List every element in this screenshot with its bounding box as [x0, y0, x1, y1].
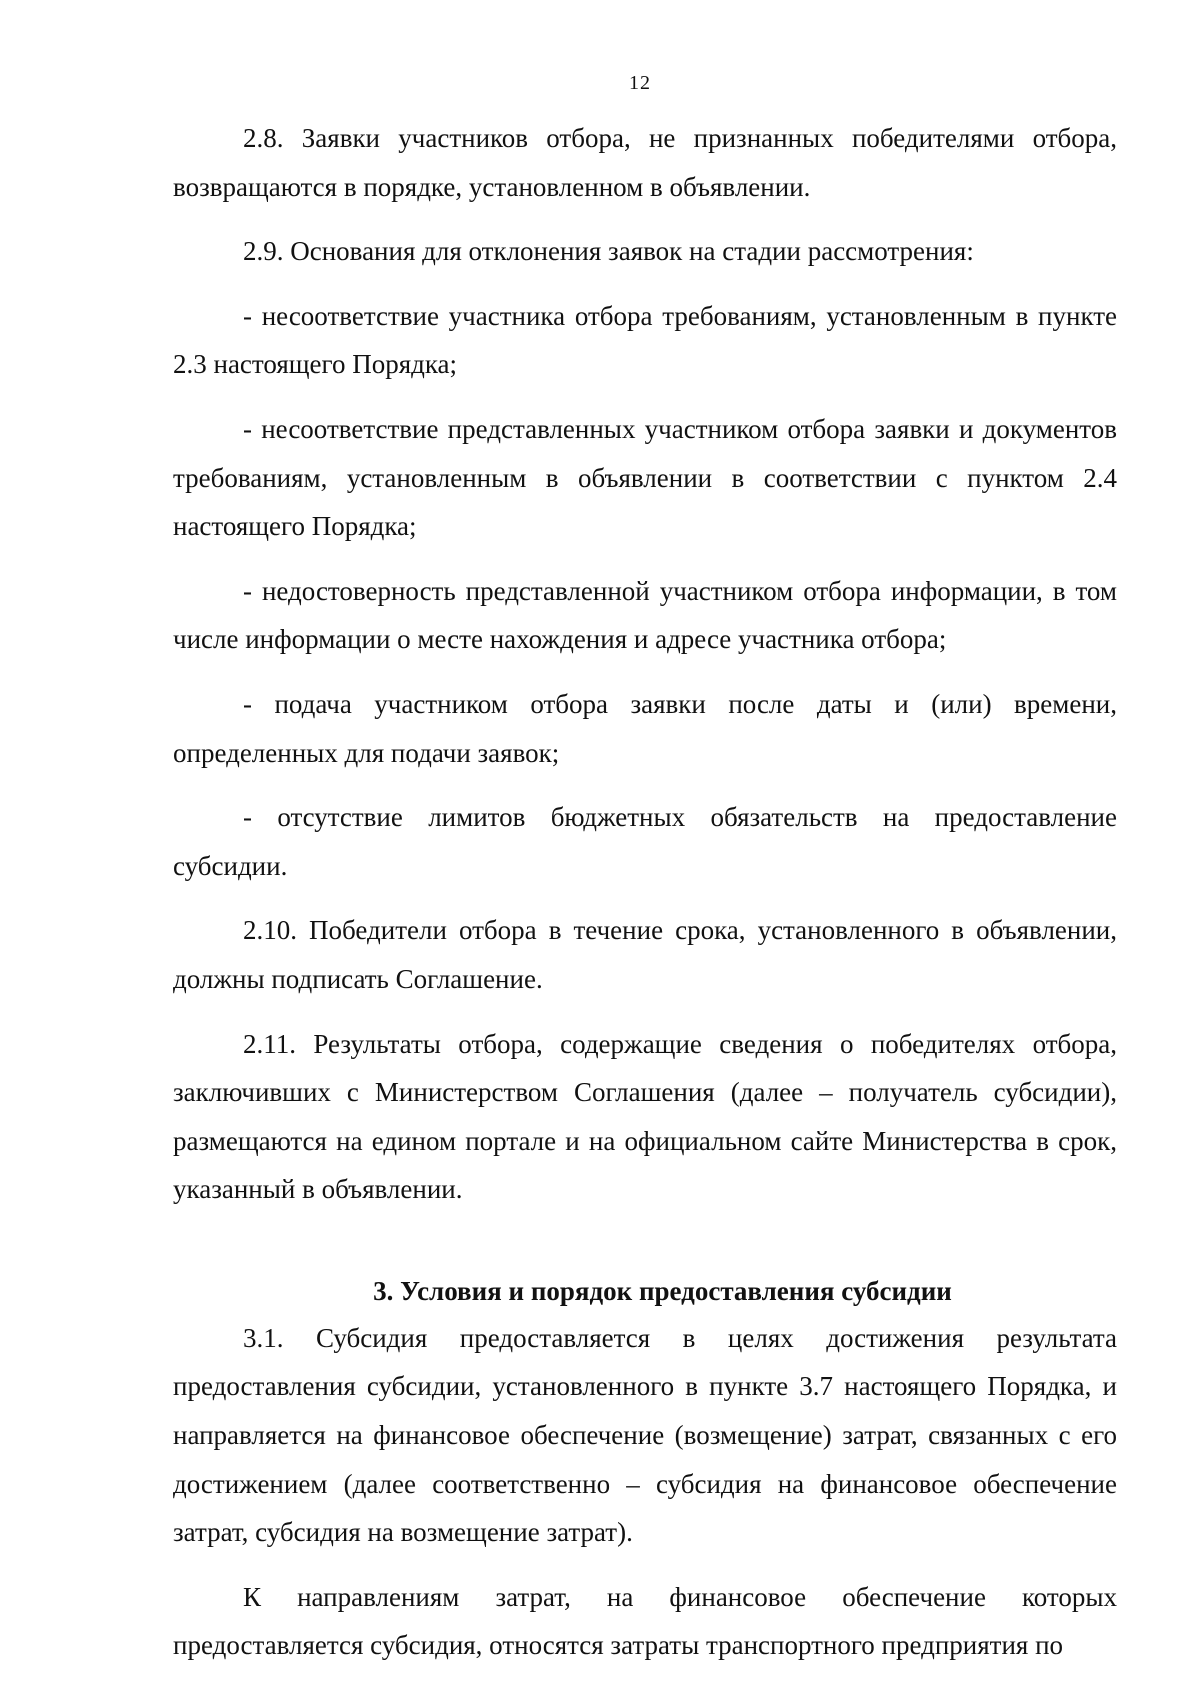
- list-item-participant-mismatch: - несоответствие участника отбора требованиям, установленным в пункте 2.3 настоящего Порядка;: [173, 300, 1117, 380]
- list-item-late-submission: - подача участником отбора заявки после даты и (или) времени, определенных для подачи заявок;: [173, 688, 1117, 768]
- paragraph-2-10: 2.10. Победители отбора в течение срока, установленного в объявлении, должны подписать Соглашение.: [173, 915, 1117, 994]
- paragraph-2-9: 2.9. Основания для отклонения заявок на стадии рассмотрения:: [243, 236, 974, 267]
- paragraph-2-8: 2.8. Заявки участников отбора, не признанных победителями отбора, возвращаются в порядке, установленном в объявлении.: [173, 123, 1117, 202]
- section-heading: 3. Условия и порядок предоставления субсидии: [373, 1275, 952, 1306]
- paragraph-2-11: 2.11. Результаты отбора, содержащие сведения о победителях отбора, заключивших с Министерством Соглашения (далее – получатель субсидии), размещаются на едином портале и на официальном сайте Министерства в срок, указанный в объявлении.: [173, 1028, 1117, 1205]
- list-item-documents-mismatch: - несоответствие представленных участником отбора заявки и документов требованиям, установленным в объявлении в соответствии с пунктом 2.4 настоящего Порядка;: [173, 413, 1117, 542]
- paragraph-cost-directions: К направлениям затрат, на финансовое обеспечение которых предоставляется субсидия, относятся затраты транспортного предприятия по: [173, 1581, 1117, 1661]
- paragraph-3-1: 3.1. Субсидия предоставляется в целях достижения результата предоставления субсидии, установленного в пункте 3.7 настоящего Порядка, и направляется на финансовое обеспечение (возмещение) затрат, связанных с его достижением (далее соответственно – субсидия на финансовое обеспечение затрат, субсидия на возмещение затрат).: [173, 1322, 1117, 1548]
- list-item-unreliable-info: - недостоверность представленной участником отбора информации, в том числе информации о месте нахождения и адресе участника отбора;: [173, 575, 1117, 655]
- document-body: [173, 114, 1117, 1686]
- page-number: 12: [629, 72, 651, 94]
- list-item-no-budget-limits: - отсутствие лимитов бюджетных обязательств на предоставление субсидии.: [173, 802, 1117, 881]
